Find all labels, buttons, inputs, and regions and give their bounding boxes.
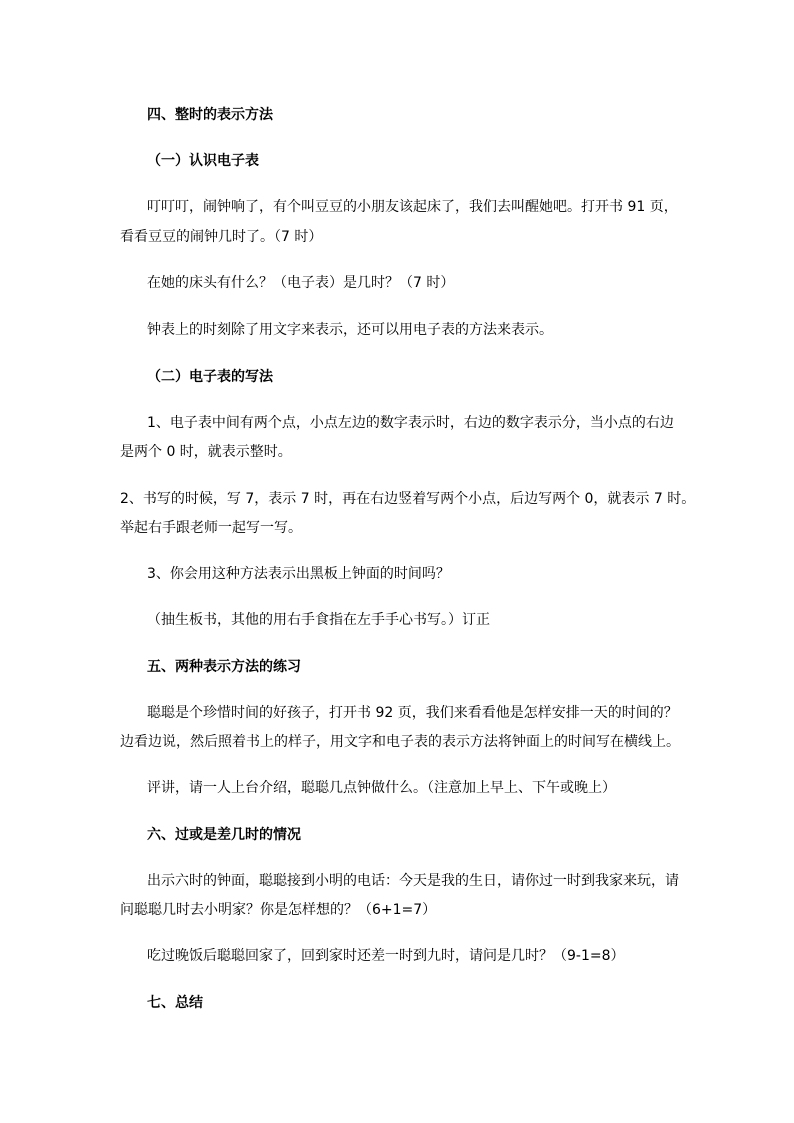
paragraph-bedside: 在她的床头有什么？（电子表）是几时？（7 时） — [147, 275, 455, 291]
subheading-writing-method: （二）电子表的写法 — [147, 369, 273, 385]
paragraph-congcong-line-1: 聪聪是个珍惜时间的好孩子，打开书 92 页，我们来看看他是怎样安排一天的时间的？ — [147, 705, 678, 721]
paragraph-phone-call-line-2: 问聪聪几时去小明家？你是怎样想的？（6+1=7） — [120, 902, 437, 918]
paragraph-rule-1-line-1: 1、电子表中间有两个点，小点左边的数字表示时，右边的数字表示分，当小点的右边 — [147, 415, 674, 431]
paragraph-after-dinner: 吃过晚饭后聪聪回家了，回到家时还差一时到九时，请问是几时？（9-1=8） — [147, 948, 625, 964]
paragraph-alarm-line-1: 叮叮叮，闹钟响了，有个叫豆豆的小朋友该起床了，我们去叫醒她吧。打开书 91 页， — [147, 199, 678, 215]
paragraph-rule-1-line-2: 是两个 0 时，就表示整时。 — [120, 444, 292, 460]
paragraph-phone-call-line-1: 出示六时的钟面，聪聪接到小明的电话：今天是我的生日，请你过一时到我家来玩，请 — [147, 873, 679, 889]
heading-section-6: 六、过或是差几时的情况 — [147, 827, 301, 843]
paragraph-rule-2-line-1: 2、书写的时候，写 7，表示 7 时，再在右边竖着写两个小点，后边写两个 0，就表示 7 时。 — [120, 491, 696, 507]
paragraph-rule-3: 3、你会用这种方法表示出黑板上钟面的时间吗？ — [147, 566, 450, 582]
paragraph-clock-time: 钟表上的时刻除了用文字来表示，还可以用电子表的方法来表示。 — [147, 322, 553, 338]
paragraph-rule-2-line-2: 举起右手跟老师一起写一写。 — [120, 520, 302, 536]
subheading-recognize-electronic-clock: （一）认识电子表 — [147, 153, 259, 169]
heading-section-5: 五、两种表示方法的练习 — [147, 659, 301, 675]
paragraph-congcong-line-2: 边看边说，然后照着书上的样子，用文字和电子表的表示方法将钟面上的时间写在横线上。 — [120, 734, 680, 750]
paragraph-review: 评讲，请一人上台介绍，聪聪几点钟做什么。（注意加上早上、下午或晚上） — [147, 780, 616, 796]
paragraph-alarm-line-2: 看看豆豆的闹钟几时了。（7 时） — [120, 229, 323, 245]
paragraph-board-writing: （抽生板书，其他的用右手食指在左手手心书写。）订正 — [147, 612, 490, 628]
heading-section-7: 七、总结 — [147, 995, 203, 1011]
heading-section-4: 四、整时的表示方法 — [147, 107, 273, 123]
